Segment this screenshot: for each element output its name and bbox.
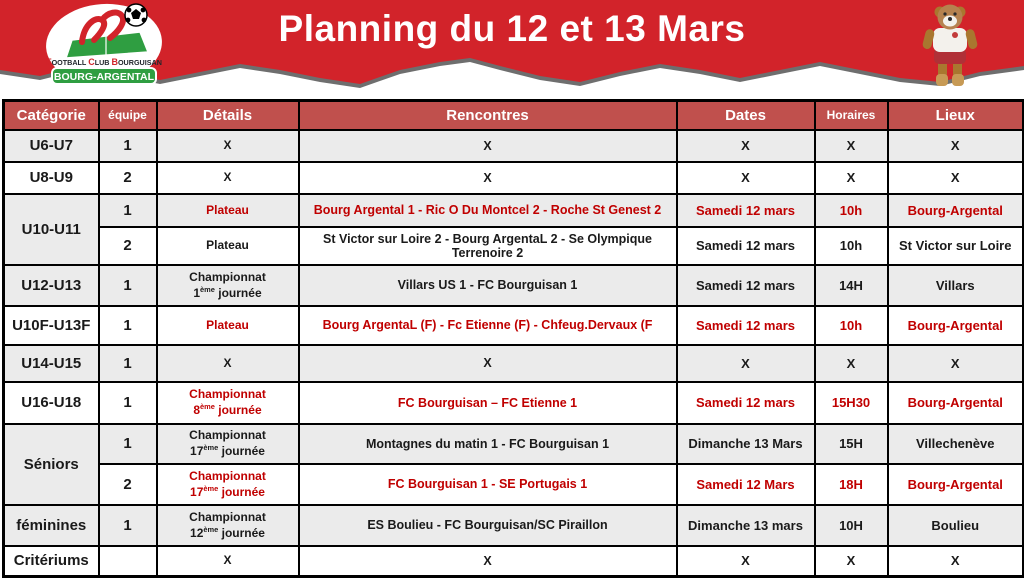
horaire-cell: 18H	[815, 464, 888, 505]
lieu-cell: Villars	[888, 265, 1024, 306]
team-number-cell: 2	[99, 227, 157, 265]
date-cell: Dimanche 13 Mars	[677, 424, 815, 464]
table-row	[4, 424, 1024, 464]
header-lieux: Lieux	[888, 101, 1024, 130]
table-header-row	[4, 101, 1024, 130]
header-rencontres: Rencontres	[299, 101, 677, 130]
details-cell: X	[157, 546, 299, 577]
category-cell: U10-U11	[4, 194, 99, 265]
team-number-cell: 1	[99, 194, 157, 227]
lieu-cell: Villechenève	[888, 424, 1024, 464]
rencontres-cell: Bourg ArgentaL (F) - Fc Etienne (F) - Chfeug.Dervaux (F	[299, 306, 677, 345]
lieu-cell: X	[888, 130, 1024, 162]
lieu-cell: Bourg-Argental	[888, 464, 1024, 505]
details-cell: X	[157, 345, 299, 382]
team-number-cell: 1	[99, 382, 157, 424]
rencontres-cell: X	[299, 162, 677, 194]
horaire-cell: 15H	[815, 424, 888, 464]
rencontres-cell: X	[299, 345, 677, 382]
table-row	[4, 345, 1024, 382]
header-equipe: équipe	[99, 101, 157, 130]
team-number-cell: 1	[99, 130, 157, 162]
horaire-cell: X	[815, 162, 888, 194]
details-cell: Plateau	[157, 227, 299, 265]
rencontres-cell: St Victor sur Loire 2 - Bourg ArgentaL 2 - Se Olympique Terrenoire 2	[299, 227, 677, 265]
table-row	[4, 162, 1024, 194]
lieu-cell: Bourg-Argental	[888, 194, 1024, 227]
rencontres-cell: ES Boulieu - FC Bourguisan/SC Piraillon	[299, 505, 677, 546]
details-cell: Plateau	[157, 306, 299, 345]
date-cell: Samedi 12 mars	[677, 382, 815, 424]
date-cell: X	[677, 162, 815, 194]
town-banner-text: BOURG-ARGENTAL	[53, 71, 155, 83]
page-title: Planning du 12 et 13 Mars	[278, 8, 746, 49]
table-row	[4, 306, 1024, 345]
category-cell: Critériums	[4, 546, 99, 577]
date-cell: Samedi 12 Mars	[677, 464, 815, 505]
category-cell: U10F-U13F	[4, 306, 99, 345]
details-cell: Championnat 1ème journée	[157, 265, 299, 306]
lieu-cell: X	[888, 162, 1024, 194]
lieu-cell: St Victor sur Loire	[888, 227, 1024, 265]
rencontres-cell: FC Bourguisan – FC Etienne 1	[299, 382, 677, 424]
category-cell: U12-U13	[4, 265, 99, 306]
header-categorie: Catégorie	[4, 101, 99, 130]
horaire-cell: 10h	[815, 194, 888, 227]
horaire-cell: 10h	[815, 306, 888, 345]
table-row	[4, 505, 1024, 546]
team-number-cell: 1	[99, 345, 157, 382]
details-cell: Championnat 17ème journée	[157, 464, 299, 505]
header-dates: Dates	[677, 101, 815, 130]
team-number-cell: 1	[99, 424, 157, 464]
club-name-text: FOOTBALL CLUB BOURGUISAN	[46, 57, 162, 67]
top-banner	[0, 0, 1024, 94]
horaire-cell: 14H	[815, 265, 888, 306]
bear-mascot-image	[900, 2, 1000, 92]
team-number-cell	[99, 546, 157, 577]
header-details: Détails	[157, 101, 299, 130]
category-cell: U6-U7	[4, 130, 99, 162]
date-cell: Samedi 12 mars	[677, 194, 815, 227]
horaire-cell: 15H30	[815, 382, 888, 424]
lieu-cell: Boulieu	[888, 505, 1024, 546]
team-number-cell: 1	[99, 265, 157, 306]
table-row	[4, 265, 1024, 306]
table-row	[4, 194, 1024, 227]
rencontres-cell: Montagnes du matin 1 - FC Bourguisan 1	[299, 424, 677, 464]
date-cell: Samedi 12 mars	[677, 227, 815, 265]
details-cell: Championnat 17ème journée	[157, 424, 299, 464]
horaire-cell: 10h	[815, 227, 888, 265]
category-cell: féminines	[4, 505, 99, 546]
lieu-cell: X	[888, 546, 1024, 577]
date-cell: Dimanche 13 mars	[677, 505, 815, 546]
rencontres-cell: X	[299, 130, 677, 162]
details-cell: Championnat 8ème journée	[157, 382, 299, 424]
rencontres-cell: Villars US 1 - FC Bourguisan 1	[299, 265, 677, 306]
table-row	[4, 130, 1024, 162]
team-number-cell: 2	[99, 464, 157, 505]
team-number-cell: 1	[99, 505, 157, 546]
rencontres-cell: FC Bourguisan 1 - SE Portugais 1	[299, 464, 677, 505]
category-cell: U8-U9	[4, 162, 99, 194]
date-cell: Samedi 12 mars	[677, 265, 815, 306]
rencontres-cell: Bourg Argental 1 - Ric O Du Montcel 2 - Roche St Genest 2	[299, 194, 677, 227]
date-cell: X	[677, 130, 815, 162]
details-cell: X	[157, 130, 299, 162]
category-cell: Séniors	[4, 424, 99, 505]
table-row	[4, 464, 1024, 505]
horaire-cell: X	[815, 546, 888, 577]
date-cell: X	[677, 345, 815, 382]
lieu-cell: Bourg-Argental	[888, 382, 1024, 424]
details-cell: Championnat 12ème journée	[157, 505, 299, 546]
date-cell: Samedi 12 mars	[677, 306, 815, 345]
category-cell: U16-U18	[4, 382, 99, 424]
details-cell: X	[157, 162, 299, 194]
planning-table-wrapper	[2, 99, 1024, 578]
date-cell: X	[677, 546, 815, 577]
category-cell: U14-U15	[4, 345, 99, 382]
table-row	[4, 227, 1024, 265]
team-number-cell: 1	[99, 306, 157, 345]
rencontres-cell: X	[299, 546, 677, 577]
lieu-cell: X	[888, 345, 1024, 382]
lieu-cell: Bourg-Argental	[888, 306, 1024, 345]
team-number-cell: 2	[99, 162, 157, 194]
table-row	[4, 382, 1024, 424]
table-row	[4, 546, 1024, 577]
planning-table-body	[4, 130, 1024, 577]
horaire-cell: X	[815, 130, 888, 162]
header-horaires: Horaires	[815, 101, 888, 130]
planning-table	[2, 99, 1024, 578]
horaire-cell: X	[815, 345, 888, 382]
details-cell: Plateau	[157, 194, 299, 227]
horaire-cell: 10H	[815, 505, 888, 546]
